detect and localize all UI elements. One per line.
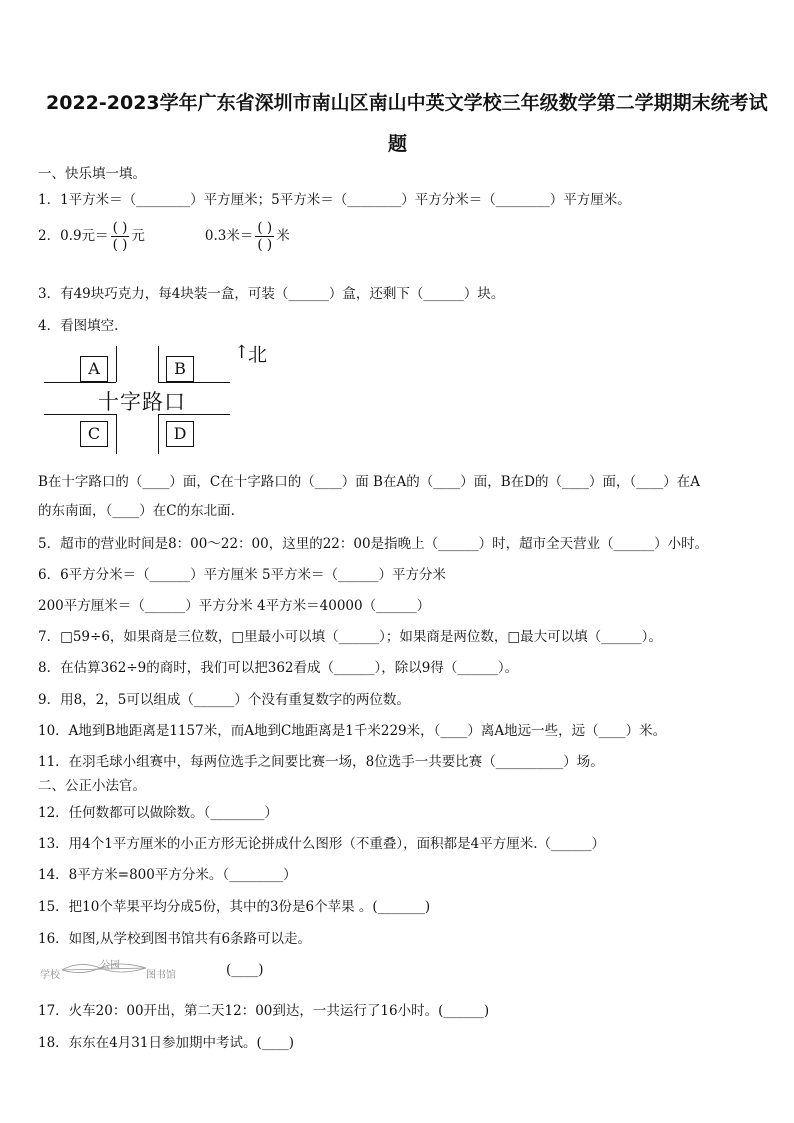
north-arrow-icon: ↑ bbox=[234, 342, 250, 363]
page-title: 2022-2023学年广东省深圳市南山区南山中英文学校三年级数学第二学期期末统考试 bbox=[46, 92, 768, 114]
box-b: B bbox=[166, 356, 194, 382]
road-line bbox=[116, 346, 117, 382]
question-14: 14．8平方米=800平方分米。（________） bbox=[38, 867, 297, 883]
question-16-blank: (____) bbox=[226, 962, 264, 978]
box-c: C bbox=[80, 421, 108, 447]
question-9: 9．用8，2，5可以组成（______）个没有重复数字的两位数。 bbox=[38, 692, 410, 708]
question-10: 10．A地到B地距离是1157米，而A地到C地距离是1千米229米，（____）离A地远一些，远（____）米。 bbox=[38, 723, 667, 739]
q2-unit-1: 元 bbox=[131, 228, 145, 244]
north-label: 北 bbox=[248, 344, 268, 366]
question-8: 8．在估算362÷9的商时，我们可以把362看成（______），除以9得（______）。 bbox=[38, 660, 519, 676]
park-label: 公园 bbox=[100, 960, 120, 971]
box-d: D bbox=[166, 421, 194, 447]
question-11: 11．在羽毛球小组赛中，每两位选手之间要比赛一场，8位选手一共要比赛（__________）场。 bbox=[38, 754, 604, 770]
question-4-text-line-2: 的东南面，（____）在C的东北面. bbox=[38, 503, 235, 519]
road-line bbox=[44, 382, 116, 383]
question-4: 4．看图填空. bbox=[38, 318, 119, 334]
question-6-line-1: 6．6平方分米＝（______）平方厘米 5平方米＝（______）平方分米 bbox=[38, 567, 447, 583]
road-line bbox=[158, 414, 159, 454]
question-7: 7．□59÷6，如果商是三位数，□里最小可以填（______）；如果商是两位数，□最大可以填（______）。 bbox=[38, 629, 662, 645]
road-line bbox=[158, 346, 159, 382]
question-4-text-line-1: B在十字路口的（____）面，C在十字路口的（____）面 B在A的（____）面，B在D的（____）面，（____）在A bbox=[38, 474, 700, 490]
section-heading-2: 二、公正小法官。 bbox=[38, 778, 146, 794]
q2-prefix: 2．0.9元＝ bbox=[38, 228, 109, 244]
road-line bbox=[116, 414, 117, 454]
section-heading-1: 一、快乐填一填。 bbox=[38, 166, 146, 182]
q2-mid: 0.3米＝ bbox=[204, 228, 254, 244]
question-16: 16．如图,从学校到图书馆共有6条路可以走。 bbox=[38, 931, 312, 947]
question-1: 1．1平方米＝（________）平方厘米；5平方米＝（________）平方分米＝（________）平方厘米。 bbox=[38, 192, 631, 208]
question-12: 12．任何数都可以做除数。（________） bbox=[38, 805, 278, 821]
q2-unit-2: 米 bbox=[276, 228, 290, 244]
question-2 bbox=[38, 220, 290, 253]
question-13: 13．用4个1平方厘米的小正方形无论拼成什么图形（不重叠），面积都是4平方厘米.（______） bbox=[38, 836, 605, 852]
question-15: 15．把10个苹果平均分成5份，其中的3份是6个苹果 。(_______) bbox=[38, 899, 431, 915]
question-5: 5．超市的营业时间是8：00～22：00，这里的22：00是指晚上（______）时，超市全天营业（______）小时。 bbox=[38, 536, 709, 552]
q2-fraction-2: $\frac{( )}{( )}$ bbox=[257, 220, 273, 253]
page-title-continued: 题 bbox=[388, 133, 408, 155]
library-label: 图书馆 bbox=[146, 970, 176, 981]
question-18: 18．东东在4月31日参加期中考试。(____) bbox=[38, 1035, 294, 1051]
question-6-line-2: 200平方厘米＝（______）平方分米 4平方米＝40000（______） bbox=[38, 598, 431, 614]
road-line bbox=[158, 382, 230, 383]
question-3: 3．有49块巧克力，每4块装一盒，可装（______）盒，还剩下（______）块。 bbox=[38, 286, 505, 302]
route-lines-icon bbox=[60, 956, 150, 980]
box-a: A bbox=[80, 356, 108, 382]
crossroad-label: 十字路口 bbox=[98, 390, 186, 414]
question-17: 17．火车20：00开出，第二天12：00到达，一共运行了16小时。(______) bbox=[38, 1003, 490, 1019]
q2-fraction-1: $\frac{( )}{( )}$ bbox=[112, 220, 128, 253]
school-label: 学校 bbox=[40, 970, 60, 981]
